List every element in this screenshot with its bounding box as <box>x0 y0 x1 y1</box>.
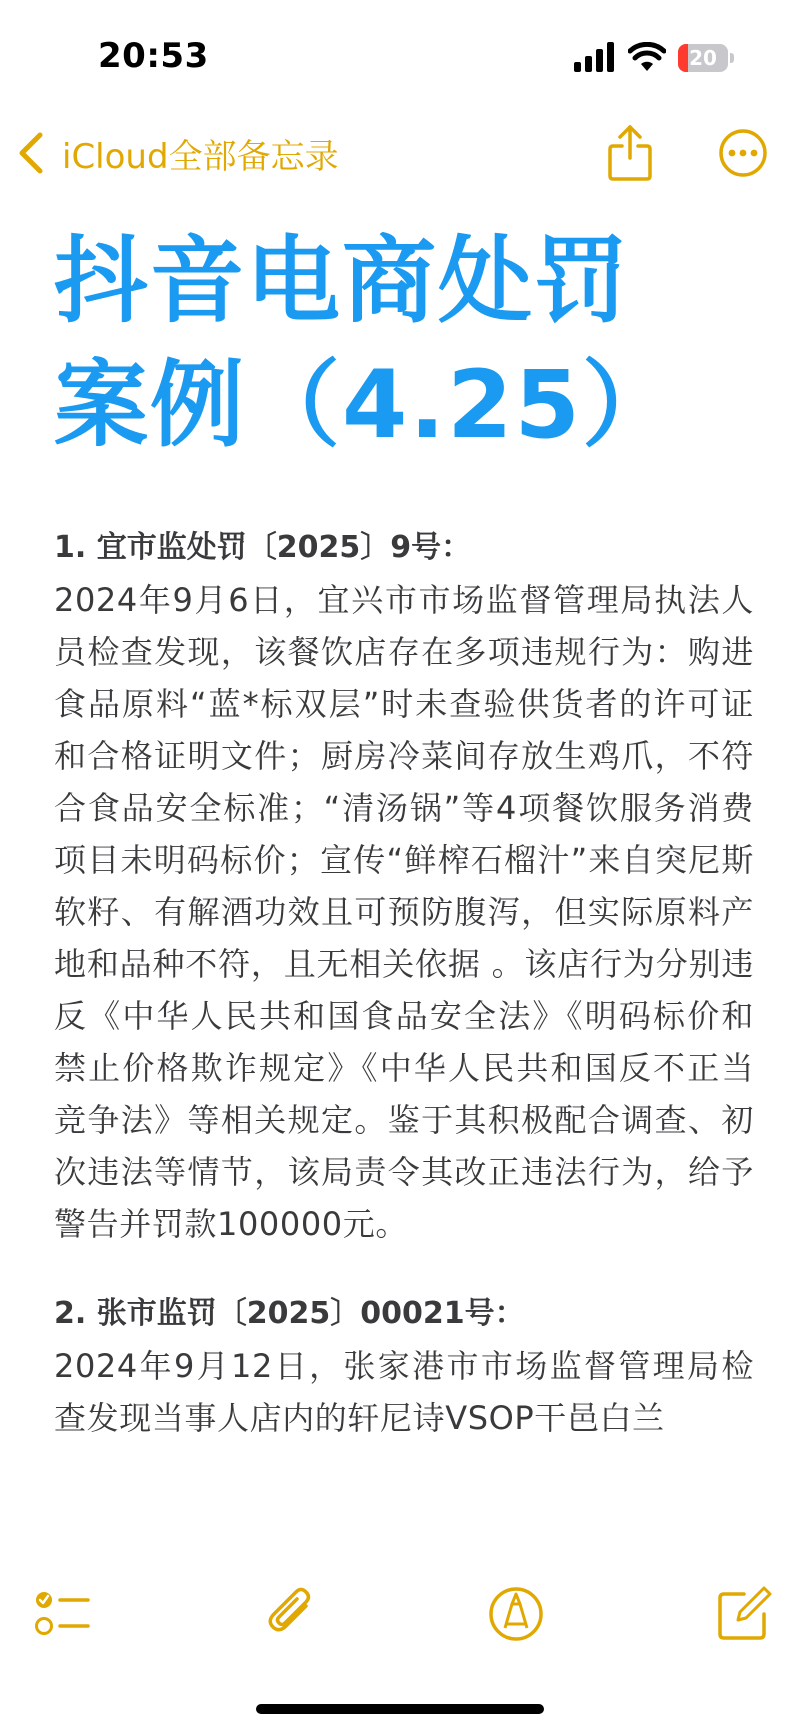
status-time: 20:53 <box>98 36 209 76</box>
paperclip-icon[interactable] <box>262 1584 322 1644</box>
chevron-left-icon <box>14 130 48 176</box>
share-icon[interactable] <box>606 124 654 182</box>
nav-bar <box>0 110 800 200</box>
section-body: 2024年9月6日，宜兴市市场监督管理局执法人员检查发现，该餐饮店存在多项违规行为：购进食品原料“蓝*标双层”时未查验供货者的许可证和合格证明文件；厨房冷菜间存放生鸡爪，不符合食品安全标准；“清汤锅”等4项餐饮服务消费项目未明码标价；宣传“鲜榨石榴汁”来自突尼斯软籽、有解酒功效且可预防腹泻，但实际原料产地和品种不符，且无相关依据 。该店行为分别违反《中华人民共和国食品安全法》《明码标价和禁止价格欺诈规定》《中华人民共和国反不正当竞争法》等相关规定。鉴于其积极配合调查、初次违法等情节，该局责令其改正违法行为，给予警告并罚款100000元。 <box>54 581 754 1243</box>
markup-pen-icon[interactable] <box>486 1584 546 1644</box>
wifi-icon <box>628 42 666 72</box>
home-indicator <box>256 1704 544 1714</box>
compose-icon[interactable] <box>714 1584 774 1644</box>
back-label: iCloud全部备忘录 <box>62 136 339 177</box>
checklist-icon[interactable] <box>34 1584 94 1644</box>
note-title <box>54 220 754 468</box>
back-button[interactable] <box>14 126 339 180</box>
section-body: 2024年9月12日，张家港市市场监督管理局检查发现当事人店内的轩尼诗VSOP干邑白兰 <box>54 1347 754 1437</box>
battery-icon <box>678 44 734 72</box>
more-icon[interactable] <box>718 128 768 178</box>
section-heading: 2. 张市监罚〔2025〕00021号： <box>54 1296 525 1331</box>
status-bar <box>0 0 800 110</box>
signal-icon <box>574 42 616 72</box>
note-section-1 <box>54 522 754 1250</box>
section-heading: 1. 宜市监处罚〔2025〕9号： <box>54 530 472 565</box>
bottom-toolbar <box>0 1584 800 1664</box>
note-title-line-1: 抖音电商处罚 <box>54 227 631 336</box>
battery-level: 20 <box>689 46 717 70</box>
note-title-line-2: 案例（4.25） <box>54 351 678 460</box>
note-section-2 <box>54 1288 754 1444</box>
note-content[interactable] <box>54 220 754 1444</box>
